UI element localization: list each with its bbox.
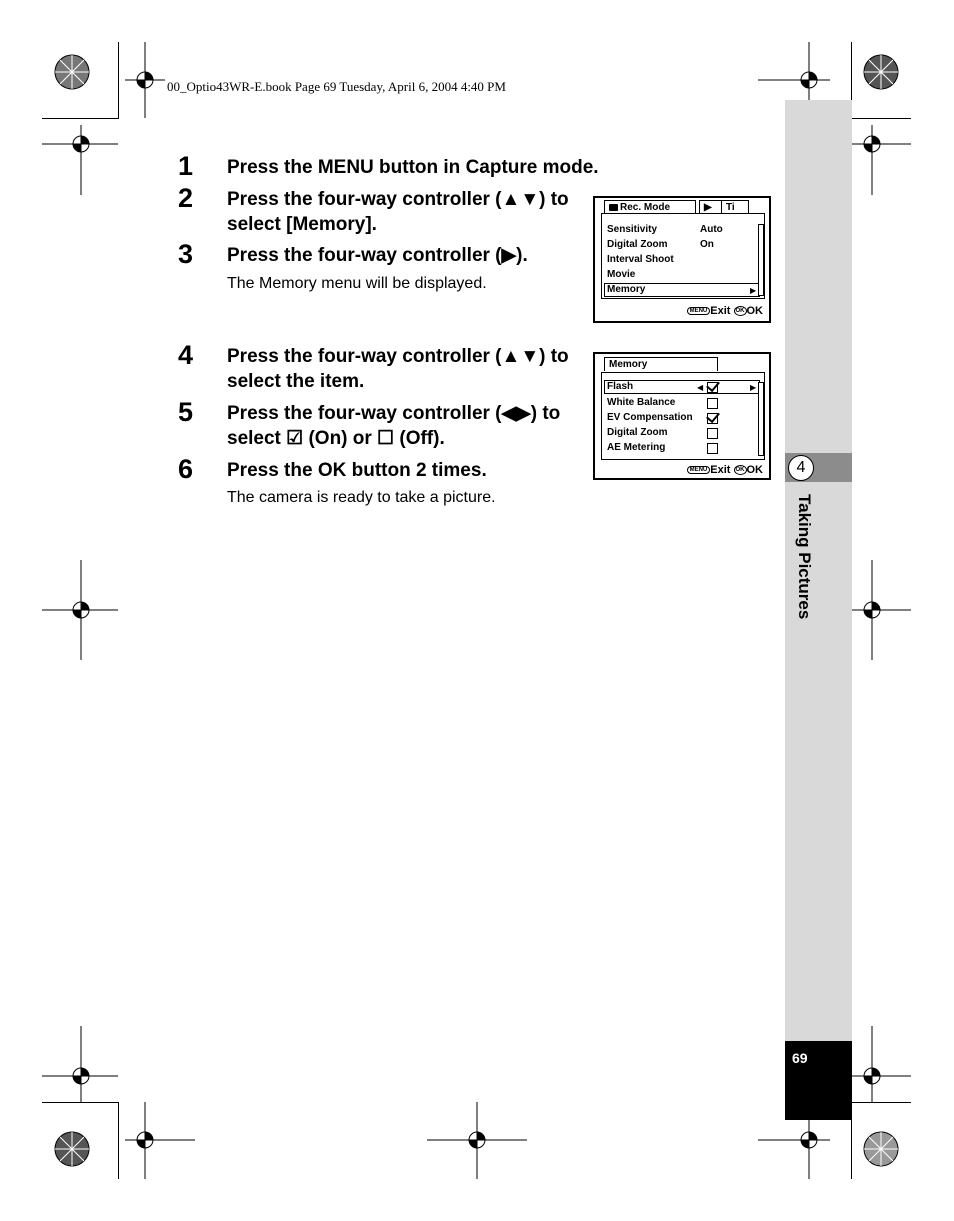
menu-row-value: Auto (700, 224, 723, 235)
step-text: Press the four-way controller (▶). (227, 245, 528, 266)
page-number: 69 (792, 1050, 808, 1066)
menu-row-label: Flash (607, 381, 634, 392)
step-text: Press the four-way controller (◀▶) to select ☑ (On) or ☐ (Off). (227, 403, 561, 449)
checkbox-checked-icon (707, 413, 718, 424)
scrollbar (758, 382, 764, 456)
menu-row-label: Sensitivity (607, 224, 658, 235)
menu-row-label: White Balance (607, 397, 676, 408)
step-text: Press the four-way controller (▲▼) to select [Memory]. (227, 189, 569, 235)
menu-row-label: EV Compensation (607, 412, 693, 423)
step-number: 4 (178, 340, 194, 370)
file-header: 00_Optio43WR-E.book Page 69 Tuesday, April 6, 2004 4:40 PM (167, 79, 506, 94)
camera-icon (609, 204, 618, 211)
ok-button-icon: OK (735, 467, 745, 473)
footer-hint: MENU Exit OK OK (687, 305, 763, 317)
memory-screen (593, 352, 771, 480)
chapter-number: 4 (788, 455, 814, 481)
menu-row-label: Movie (607, 269, 636, 280)
ok-button-icon: OK (735, 308, 745, 314)
right-arrow-icon: ▶ (750, 383, 757, 392)
step-number: 1 (178, 151, 194, 181)
step-note: The camera is ready to take a picture. (227, 489, 496, 506)
menu-row-label: Memory (607, 284, 646, 295)
checkbox-checked-icon (707, 382, 718, 393)
checkbox-unchecked-icon (707, 443, 718, 454)
menu-row-label: AE Metering (607, 442, 666, 453)
step-text: Press the four-way controller (▲▼) to select the item. (227, 346, 569, 392)
step-text: Press the MENU button in Capture mode. (227, 157, 599, 178)
menu-row-value: On (700, 239, 714, 250)
chapter-title: Taking Pictures (795, 494, 814, 620)
setup-tab-icon: Ti (721, 200, 749, 213)
scrollbar (758, 224, 764, 296)
footer-hint: MENU Exit OK OK (687, 464, 763, 476)
menu-row-label: Interval Shoot (607, 254, 674, 265)
menu-button-icon: MENU (687, 307, 711, 315)
checkbox-unchecked-icon (707, 428, 718, 439)
menu-row-label: Digital Zoom (607, 239, 668, 250)
checkbox-unchecked-icon (707, 398, 718, 409)
left-arrow-icon: ◀ (697, 383, 704, 392)
step-text: Press the OK button 2 times. (227, 460, 487, 481)
tab-rec-mode: Rec. Mode (604, 200, 696, 214)
step-note: The Memory menu will be displayed. (227, 275, 487, 292)
playback-tab-icon: ▶ (699, 200, 727, 213)
menu-button-icon: MENU (687, 466, 711, 474)
step-number: 5 (178, 397, 194, 427)
step-number: 3 (178, 239, 194, 269)
tab-memory: Memory (604, 357, 718, 371)
step-number: 6 (178, 454, 194, 484)
right-arrow-icon: ▶ (750, 286, 757, 295)
menu-row-label: Digital Zoom (607, 427, 668, 438)
step-number: 2 (178, 183, 194, 213)
rec-mode-screen (593, 196, 771, 323)
